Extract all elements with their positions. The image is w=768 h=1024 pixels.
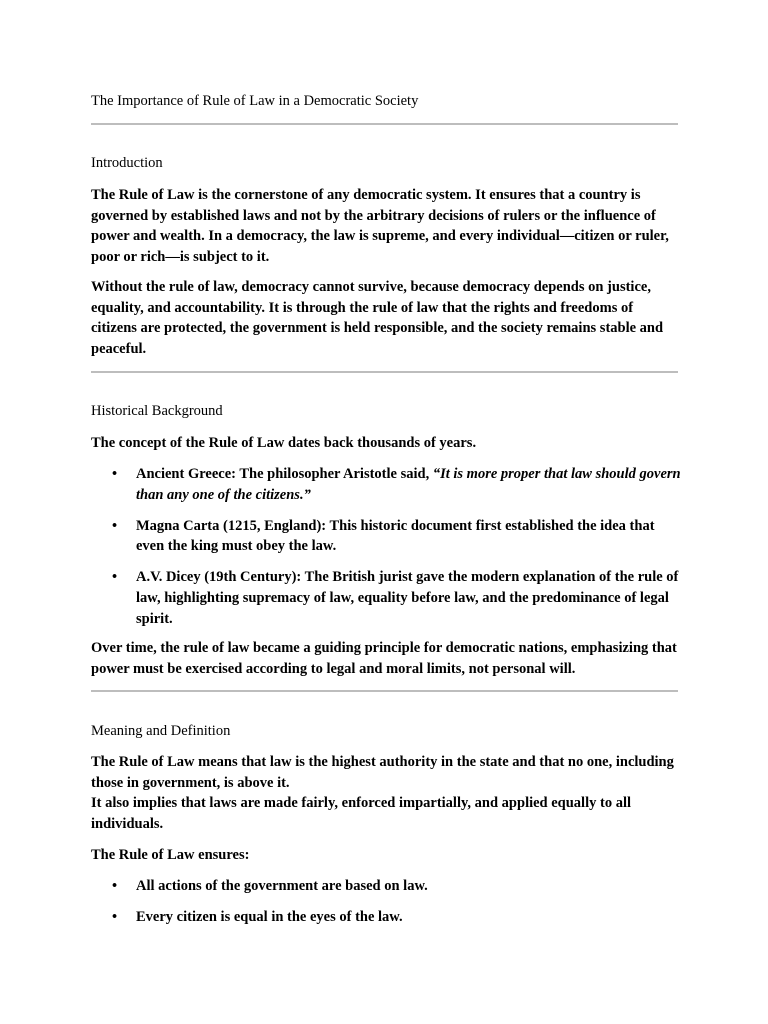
aristotle-quote: “It is more proper that law should govern than any one of the citizens.” <box>136 466 681 503</box>
bullet-icon: • <box>112 517 118 534</box>
meaning-definition-paragraph <box>91 752 681 834</box>
bullet-icon: • <box>112 878 118 894</box>
bullet-text: Every citizen is equal in the eyes of the law. <box>136 909 403 926</box>
list-item <box>91 567 681 629</box>
bullet-text: A.V. Dicey (19th Century): The British jurist gave the modern explanation of the rule of law, highlighting supremacy of law, equality before law, and the predominance of legal spirit. <box>136 569 679 627</box>
list-item <box>91 907 681 928</box>
ensures-bullet-list <box>91 876 681 938</box>
meaning-line-1: The Rule of Law means that law is the highest authority in the state and that no one, including those in government, is above it. <box>91 754 674 791</box>
historical-bullet-list <box>91 464 681 640</box>
bullet-icon: • <box>112 569 118 586</box>
section-divider <box>91 123 678 125</box>
section-divider <box>91 371 678 373</box>
bullet-text: All actions of the government are based on law. <box>136 878 428 894</box>
introduction-paragraph-2: Without the rule of law, democracy cannot survive, because democracy depends on justice, equality, and accountability. It is through the rule of law that the rights and freedoms of citizens are protected, the government is held responsible, and the society remains stable and peaceful. <box>91 279 664 357</box>
list-item <box>91 464 681 505</box>
list-item <box>91 516 681 557</box>
bullet-text: Ancient Greece: The philosopher Aristotle said, <box>136 466 433 482</box>
meaning-line-2: It also implies that laws are made fairly, enforced impartially, and applied equally to all individuals. <box>91 795 632 832</box>
bullet-text: Magna Carta (1215, England): This historic document first established the idea that even the king must obey the law. <box>136 517 655 555</box>
bullet-icon: • <box>112 909 118 926</box>
section-divider <box>91 690 678 692</box>
document-title: The Importance of Rule of Law in a Democratic Society <box>91 93 419 109</box>
introduction-heading: Introduction <box>91 155 163 171</box>
historical-background-intro: The concept of the Rule of Law dates back thousands of years. <box>91 435 477 451</box>
bullet-icon: • <box>112 466 118 482</box>
meaning-definition-heading: Meaning and Definition <box>91 723 231 739</box>
introduction-paragraph-1: The Rule of Law is the cornerstone of any democratic system. It ensures that a country is governed by established laws and not by the arbitrary decisions of rulers or the influence of power and wealth. In a democracy, the law is supreme, and every individual—citizen or ruler, poor or rich—is subject to it. <box>91 187 669 265</box>
historical-background-closing: Over time, the rule of law became a guiding principle for democratic nations, emphasizing that power must be exercised according to legal and moral limits, not personal will. <box>91 640 677 677</box>
list-item <box>91 876 681 897</box>
rule-of-law-ensures-label: The Rule of Law ensures: <box>91 847 250 863</box>
historical-background-heading: Historical Background <box>91 403 223 419</box>
